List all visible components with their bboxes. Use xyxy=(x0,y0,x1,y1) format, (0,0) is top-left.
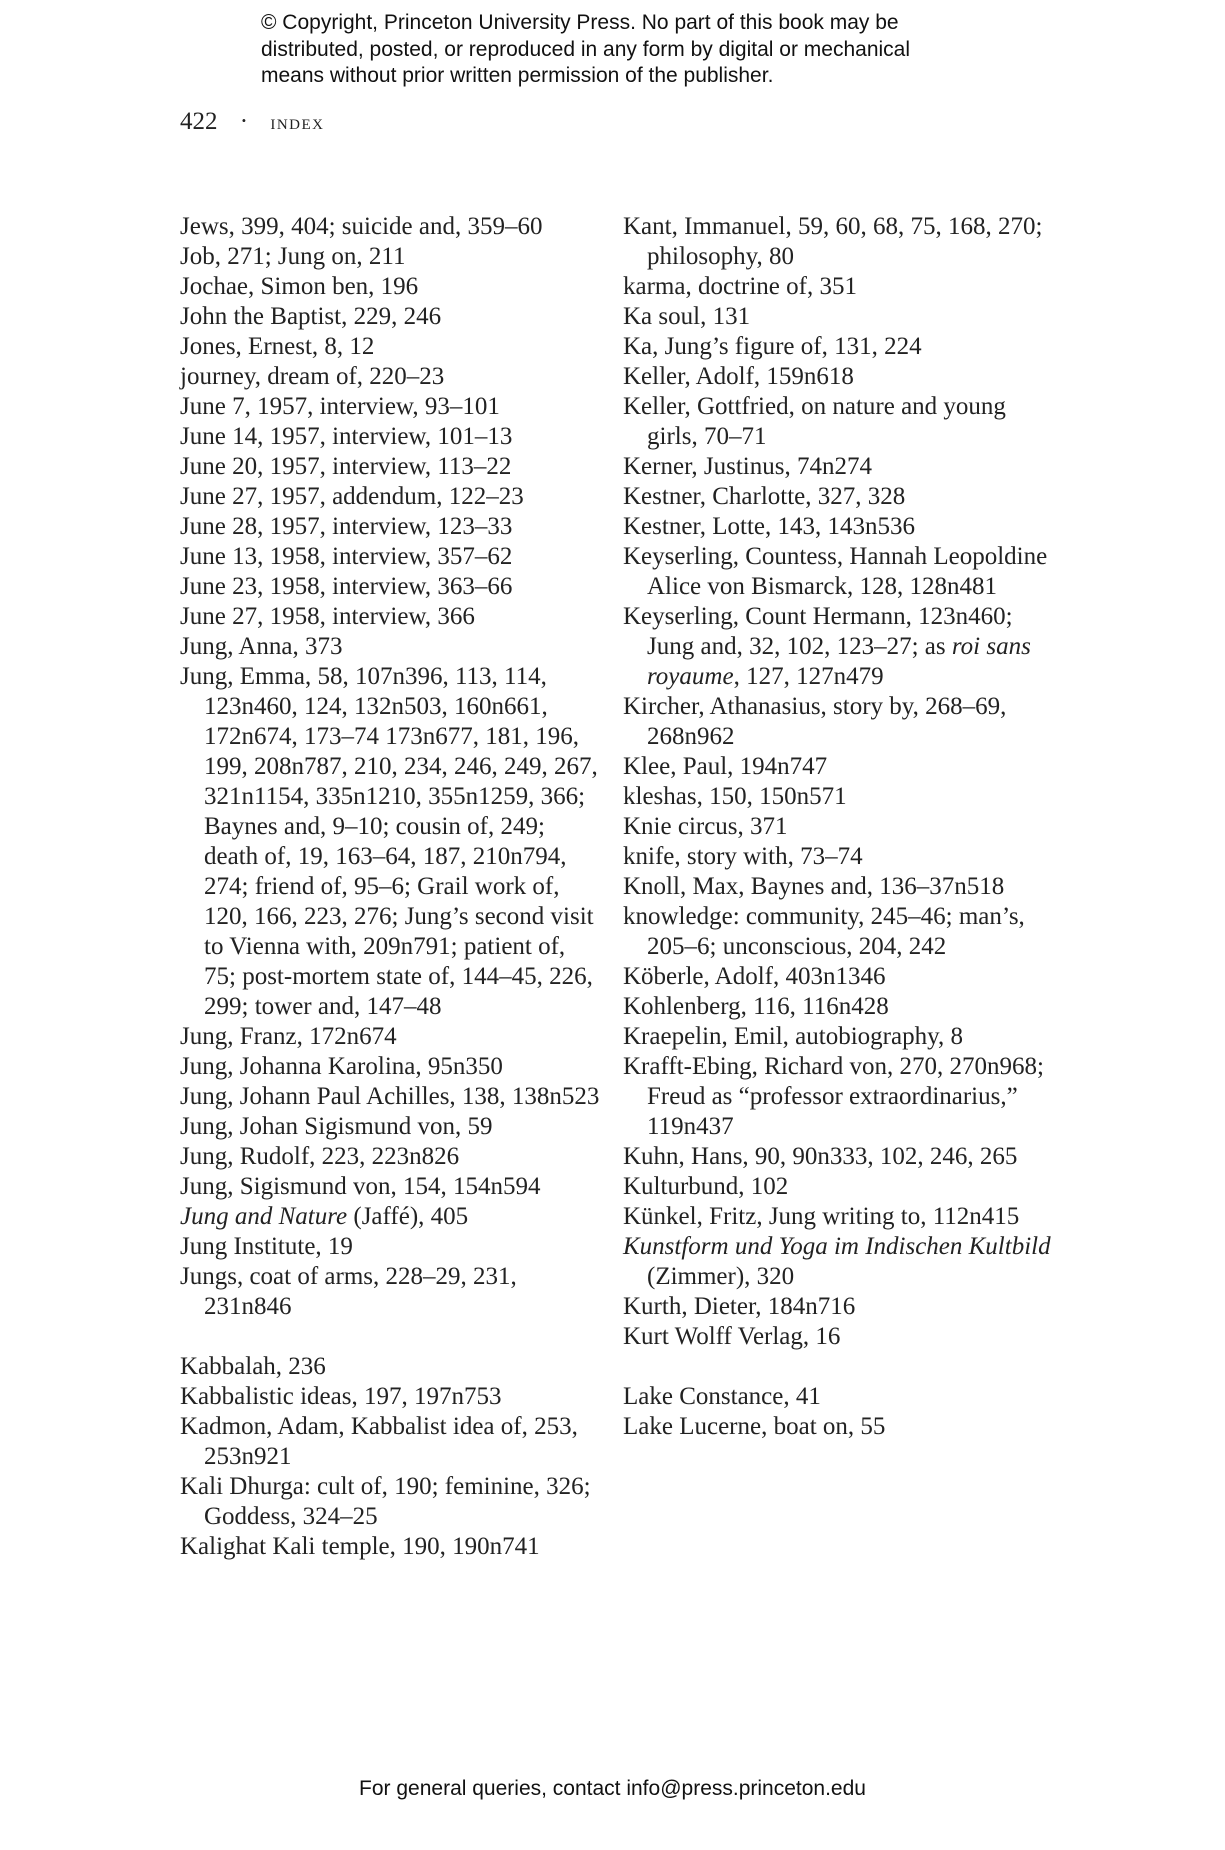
index-entry xyxy=(623,782,1053,812)
entry-text: Jones, Ernest, 8, 12 xyxy=(180,333,375,360)
entry-text: Job, 271; Jung on, 211 xyxy=(180,243,406,270)
index-entry xyxy=(180,1382,600,1412)
entry-text: Jung, Anna, 373 xyxy=(180,633,343,660)
entry-text: Kali Dhurga: cult of, 190; feminine, 326; Goddess, 324–25 xyxy=(180,1473,591,1530)
entry-text: Kurt Wolff Verlag, 16 xyxy=(623,1323,841,1350)
entry-italic-title: Jung and Nature xyxy=(180,1203,348,1230)
entry-text: Kabbalistic ideas, 197, 197n753 xyxy=(180,1383,502,1410)
entry-italic-title: roi sans royaume xyxy=(647,633,1031,690)
index-entry xyxy=(623,902,1053,962)
index-entry xyxy=(623,692,1053,752)
index-entry xyxy=(180,632,600,662)
index-entry xyxy=(180,272,600,302)
index-entry xyxy=(623,1292,1053,1322)
index-entry xyxy=(180,212,600,242)
running-head xyxy=(180,108,324,136)
copyright-notice xyxy=(261,10,1021,90)
entry-text: Jung, Franz, 172n674 xyxy=(180,1023,397,1050)
entry-text: June 27, 1958, interview, 366 xyxy=(180,603,475,630)
index-entry xyxy=(180,662,600,1022)
index-entry xyxy=(623,302,1053,332)
index-entry xyxy=(180,422,600,452)
index-entry xyxy=(180,602,600,632)
index-entry xyxy=(623,1382,1053,1412)
entry-text: Kerner, Justinus, 74n274 xyxy=(623,453,872,480)
entry-text: Jung, Emma, 58, 107n396, 113, 114, 123n460, 124, 132n503, 160n661, 172n674, 173–74 173n677, 181, 196, 199, 208n787, 210, 234, 246, 249, 267, 321n1154, 335n1210, 355n1259, 366; Baynes and, 9–10; cousin of, 249; death of, 19, 163–64, 187, 210n794, 274; friend of, 95–6; Grail work of, 120, 166, 223, 276; Jung’s second visit to Vienna with, 209n791; patient of, 75; post-mortem state of, 144–45, 226, 299; tower and, 147–48 xyxy=(180,663,598,1020)
entry-text: Kulturbund, 102 xyxy=(623,1173,789,1200)
index-entry xyxy=(623,332,1053,362)
index-column-left xyxy=(180,212,600,1562)
entry-text: Ka soul, 131 xyxy=(623,303,751,330)
index-entry xyxy=(623,1172,1053,1202)
entry-text: June 28, 1957, interview, 123–33 xyxy=(180,513,513,540)
entry-text: June 20, 1957, interview, 113–22 xyxy=(180,453,512,480)
index-entry xyxy=(623,752,1053,782)
entry-text: knowledge: community, 245–46; man’s, 205–6; unconscious, 204, 242 xyxy=(623,903,1025,960)
entry-text: Jung Institute, 19 xyxy=(180,1233,353,1260)
entry-text: Keller, Gottfried, on nature and young girls, 70–71 xyxy=(623,393,1006,450)
entry-text: Kurth, Dieter, 184n716 xyxy=(623,1293,856,1320)
entry-text: June 7, 1957, interview, 93–101 xyxy=(180,393,500,420)
index-entry xyxy=(623,1142,1053,1172)
entry-text: Knie circus, 371 xyxy=(623,813,788,840)
entry-text: Krafft-Ebing, Richard von, 270, 270n968; Freud as “professor extraordinarius,” 119n437 xyxy=(623,1053,1044,1140)
entry-text: John the Baptist, 229, 246 xyxy=(180,303,442,330)
index-entry xyxy=(623,212,1053,272)
index-entry xyxy=(180,1352,600,1382)
index-entry xyxy=(180,1022,600,1052)
entry-text: Keyserling, Count Hermann, 123n460; Jung and, 32, 102, 123–27; as xyxy=(623,603,1013,660)
index-entry xyxy=(180,542,600,572)
index-column-right xyxy=(623,212,1053,1442)
entry-text: Knoll, Max, Baynes and, 136–37n518 xyxy=(623,873,1005,900)
index-entry xyxy=(180,1262,600,1322)
index-entry xyxy=(180,242,600,272)
entry-text: June 23, 1958, interview, 363–66 xyxy=(180,573,513,600)
index-entry xyxy=(623,1412,1053,1442)
entry-text: Kant, Immanuel, 59, 60, 68, 75, 168, 270; philosophy, 80 xyxy=(623,213,1043,270)
index-entry xyxy=(623,1232,1053,1292)
index-entry xyxy=(623,842,1053,872)
index-entry xyxy=(180,482,600,512)
copyright-line: distributed, posted, or reproduced in any form by digital or mechanical xyxy=(261,37,911,61)
entry-text: Köberle, Adolf, 403n1346 xyxy=(623,963,886,990)
section-title: index xyxy=(270,109,325,134)
index-entry xyxy=(623,1202,1053,1232)
copyright-line: © Copyright, Princeton University Press. No part of this book may be xyxy=(261,11,899,34)
index-entry xyxy=(180,452,600,482)
entry-text: Jochae, Simon ben, 196 xyxy=(180,273,419,300)
entry-text: Künkel, Fritz, Jung writing to, 112n415 xyxy=(623,1203,1020,1230)
index-entry xyxy=(180,1472,600,1532)
index-entry xyxy=(180,1142,600,1172)
index-entry xyxy=(623,272,1053,302)
entry-text: Kabbalah, 236 xyxy=(180,1353,326,1380)
entry-text: June 27, 1957, addendum, 122–23 xyxy=(180,483,524,510)
entry-text: Kraepelin, Emil, autobiography, 8 xyxy=(623,1023,963,1050)
entry-text: Lake Constance, 41 xyxy=(623,1383,821,1410)
index-entry xyxy=(623,992,1053,1022)
entry-text: Jung, Johanna Karolina, 95n350 xyxy=(180,1053,503,1080)
entry-text: Keller, Adolf, 159n618 xyxy=(623,363,854,390)
index-entry xyxy=(180,362,600,392)
entry-text: Jung, Sigismund von, 154, 154n594 xyxy=(180,1173,541,1200)
copyright-line: means without prior written permission of the publisher. xyxy=(261,64,774,87)
index-entry xyxy=(623,962,1053,992)
index-entry xyxy=(623,362,1053,392)
index-entry xyxy=(180,1052,600,1082)
entry-text: Kadmon, Adam, Kabbalist idea of, 253, 253n921 xyxy=(180,1413,578,1470)
index-entry xyxy=(623,392,1053,452)
entry-text: Klee, Paul, 194n747 xyxy=(623,753,828,780)
index-entry xyxy=(180,1232,600,1262)
entry-text: June 13, 1958, interview, 357–62 xyxy=(180,543,513,570)
index-entry xyxy=(180,1112,600,1142)
index-entry xyxy=(623,1322,1053,1352)
entry-text: Kohlenberg, 116, 116n428 xyxy=(623,993,889,1020)
entry-italic-title: Kunstform und Yoga im Indischen Kultbild xyxy=(623,1233,1051,1260)
entry-text: Keyserling, Countess, Hannah Leopoldine Alice von Bismarck, 128, 128n481 xyxy=(623,543,1048,600)
entry-text: journey, dream of, 220–23 xyxy=(180,363,445,390)
entry-text: Jungs, coat of arms, 228–29, 231, 231n846 xyxy=(180,1263,517,1320)
index-entry xyxy=(180,512,600,542)
entry-text: Kircher, Athanasius, story by, 268–69, 268n962 xyxy=(623,693,1007,750)
index-entry xyxy=(623,1022,1053,1052)
entry-text: Kuhn, Hans, 90, 90n333, 102, 246, 265 xyxy=(623,1143,1018,1170)
entry-text: Kestner, Lotte, 143, 143n536 xyxy=(623,513,916,540)
index-entry xyxy=(623,812,1053,842)
separator: · xyxy=(239,108,249,135)
index-entry xyxy=(623,512,1053,542)
entry-text: kleshas, 150, 150n571 xyxy=(623,783,847,810)
index-entry xyxy=(180,332,600,362)
index-entry xyxy=(623,602,1053,692)
entry-text: Kalighat Kali temple, 190, 190n741 xyxy=(180,1533,540,1560)
entry-text: Jung, Johann Paul Achilles, 138, 138n523 xyxy=(180,1083,600,1110)
entry-text: , 127, 127n479 xyxy=(733,663,884,690)
page-number: 422 xyxy=(180,108,218,135)
index-entry xyxy=(180,392,600,422)
index-entry xyxy=(180,1202,600,1232)
index-entry xyxy=(180,572,600,602)
index-entry xyxy=(623,482,1053,512)
index-entry xyxy=(623,1052,1053,1142)
index-entry xyxy=(180,302,600,332)
entry-text: (Jaffé), 405 xyxy=(347,1203,469,1230)
index-entry xyxy=(180,1412,600,1472)
entry-text: Kestner, Charlotte, 327, 328 xyxy=(623,483,906,510)
entry-text: Jung, Johan Sigismund von, 59 xyxy=(180,1113,493,1140)
index-entry xyxy=(623,872,1053,902)
entry-text: Jews, 399, 404; suicide and, 359–60 xyxy=(180,213,543,240)
index-entry xyxy=(623,542,1053,602)
index-entry xyxy=(180,1082,600,1112)
entry-text: June 14, 1957, interview, 101–13 xyxy=(180,423,513,450)
entry-text: (Zimmer), 320 xyxy=(647,1263,795,1290)
entry-text: Jung, Rudolf, 223, 223n826 xyxy=(180,1143,460,1170)
entry-text: knife, story with, 73–74 xyxy=(623,843,863,870)
entry-text: karma, doctrine of, 351 xyxy=(623,273,857,300)
index-entry xyxy=(180,1172,600,1202)
entry-text: Lake Lucerne, boat on, 55 xyxy=(623,1413,886,1440)
index-entry xyxy=(180,1532,600,1562)
index-entry xyxy=(623,452,1053,482)
footer-note: For general queries, contact info@press.princeton.edu xyxy=(359,1777,866,1800)
entry-text: Ka, Jung’s figure of, 131, 224 xyxy=(623,333,922,360)
